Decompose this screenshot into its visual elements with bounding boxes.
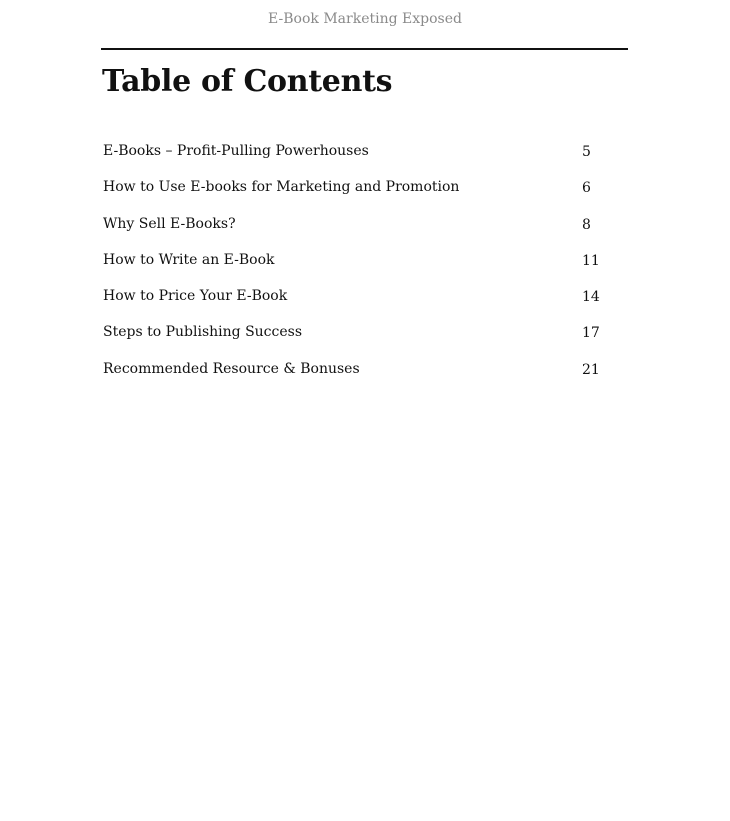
toc-entry-label: How to Price Your E-Book — [103, 288, 288, 305]
toc-entry-label: How to Use E-books for Marketing and Promotion — [103, 179, 460, 196]
toc-entry-page-number: 14 — [582, 289, 600, 306]
toc-entry-page-number: 17 — [582, 325, 600, 342]
toc-entry-page-number: 6 — [582, 180, 591, 197]
toc-entry[interactable] — [103, 321, 603, 357]
toc-entry-label: How to Write an E-Book — [103, 251, 275, 268]
toc-entry[interactable] — [103, 249, 603, 285]
toc-entry-page-number: 5 — [582, 144, 591, 160]
toc-entry[interactable] — [103, 358, 603, 394]
toc-entry-page-number: 8 — [582, 216, 591, 233]
toc-entry[interactable] — [103, 140, 603, 176]
running-header: E-Book Marketing Exposed — [268, 11, 462, 27]
toc-entry-label: E-Books – Profit-Pulling Powerhouses — [103, 143, 369, 159]
page-title: Table of Contents — [102, 64, 393, 99]
toc-entry[interactable] — [103, 176, 603, 212]
toc-entry[interactable] — [103, 285, 603, 321]
toc-entry[interactable] — [103, 213, 603, 249]
toc-entry-label: Recommended Resource & Bonuses — [103, 360, 360, 377]
toc-entry-label: Why Sell E-Books? — [103, 215, 236, 232]
header-divider — [101, 48, 628, 50]
toc-entry-page-number: 21 — [582, 361, 600, 378]
table-of-contents — [103, 140, 603, 394]
toc-entry-label: Steps to Publishing Success — [103, 324, 303, 341]
toc-entry-page-number: 11 — [582, 252, 600, 269]
